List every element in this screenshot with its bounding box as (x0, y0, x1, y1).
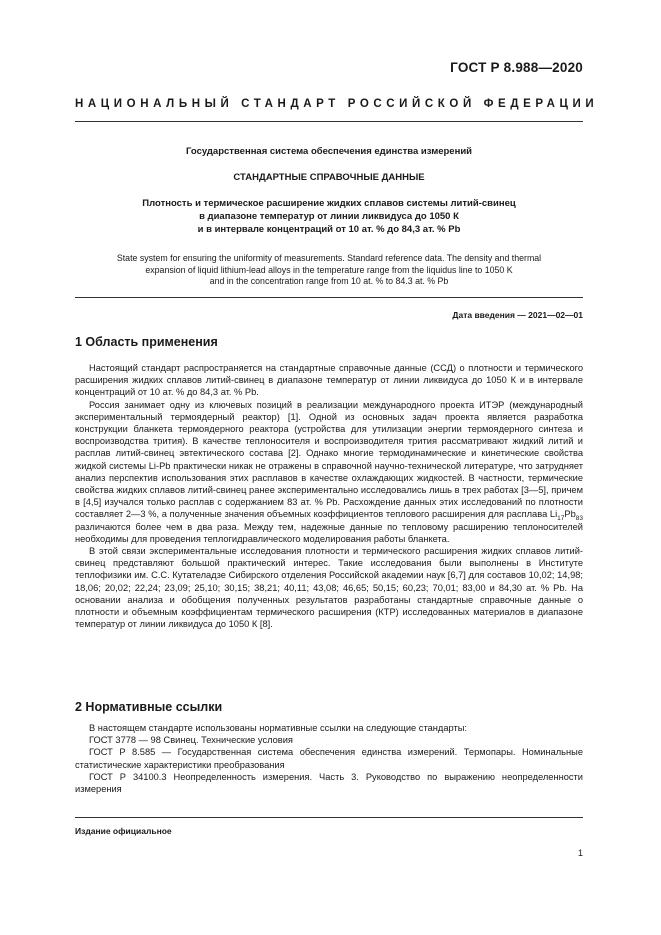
divider-middle (75, 297, 583, 298)
divider-top (75, 121, 583, 122)
reference-item: ГОСТ Р 8.585 — Государственная система обеспечения единства измерений. Термопары. Номинальные статистические характеристики преобразования (75, 747, 583, 770)
reference-item: ГОСТ Р 34100.3 Неопределенность измерения. Часть 3. Руководство по выражению неопределенности измерения (75, 771, 583, 795)
paragraph-text: различаются более чем в два раза. Между тем, надежные данные по тепловому расширению теплоносителей необходимы для проведения теплогидравлического моделирования работы бланкета. (75, 521, 583, 544)
national-standard-banner: НАЦИОНАЛЬНЫЙ СТАНДАРТ РОССИЙСКОЙ ФЕДЕРАЦИИ (75, 98, 599, 110)
paragraph-text: Россия занимает одну из ключевых позиций в реализации международного проекта ИТЭР (международный экспериментальный термоядерный реактор) [1]. Одной из основных задач проекта является разработка конструкции бланкета термоядерного реактора (устройства для утилизации энергии термоядерного синтеза и воспроизводства трития). В качестве теплоносителя и воспроизводителя трития рассматривают жидкий литий и расплав литий-свинец эвтектического состава [2]. Однако многие термодинамические и кинетические свойства жидкой системы Li-Pb практически никак не отражены в справочной научно-технической литературе, что затрудняет анализ перспектив использования этих расплавов в качестве охлаждающих жидкостей. В частности, термические свойства жидких сплавов литий-свинец ранее экспериментально исследовались лишь в трех работах [3—5], причем в [4,5] изучался только расплав с содержанием 83 ат. % Pb. Расхождение данных этих исследований по плотности составляет 2—3 %, а полученные значения объемных коэффициентов теплового расширения для расплава Li (75, 399, 583, 520)
reference-item: ГОСТ 3778 — 98 Свинец. Технические условия (89, 735, 293, 746)
section-scope-body (75, 362, 583, 630)
page-number: 1 (577, 848, 583, 858)
paragraph-text: Pb (564, 509, 576, 520)
main-title-line: в диапазоне температур от линии ликвидуса до 1050 К (199, 211, 459, 222)
main-title-line: и в интервале концентраций от 10 ат. % до 84,3 ат. % Pb (197, 224, 461, 235)
introduction-date: Дата введения — 2021—02—01 (452, 310, 583, 320)
divider-bottom (75, 817, 583, 818)
english-title-line: State system for ensuring the uniformity of measurements. Standard reference data. The density and thermal (116, 253, 542, 263)
english-title-line: expansion of liquid lithium-lead alloys in the temperature range from the liquidus line to 1050 K (145, 264, 513, 275)
section-heading-references: 2 Нормативные ссылки (75, 700, 223, 714)
subscript: 17 (557, 515, 565, 523)
paragraph: Настоящий стандарт распространяется на стандартные справочные данные (ССД) о плотности и термического расширения жидких сплавов литий-свинец в диапазоне температур от линии ликвидуса до 1050 К и в интервале концентраций от 10 ат. % до 84,3 ат. % Pb. (75, 363, 583, 398)
ssd-title: СТАНДАРТНЫЕ СПРАВОЧНЫЕ ДАННЫЕ (233, 172, 425, 183)
english-title-line: and in the concentration range from 10 at. % to 84.3 at. % Pb (209, 276, 449, 287)
section-heading-scope: 1 Область применения (75, 335, 218, 349)
paragraph: В этой связи экспериментальные исследования плотности и термического расширения жидких сплавов литий-свинец представляют большой практический интерес. Такие исследования были выполнены в Институте теплофизики им. С.С. Кутателадзе Сибирского отделения Российской академии наук [6,7] для составов 10,02; 14,98; 18,06; 20,02; 22,24; 23,09; 25,10; 30,15; 38,21; 40,11; 43,08; 46,65; 50,15; 60,23; 70,01; 83,00 и 84,30 ат. % Pb. На основании анализа и обобщения полученных результатов разработаны стандартные справочные данные о плотности и объемным коэффициентам термического расширения (КТР) исследованных материалов в диапазоне температур от линии ликвидуса до 1050 К [8]. (75, 546, 583, 630)
main-title (75, 197, 583, 236)
paragraph: В настоящем стандарте использованы нормативные ссылки на следующие стандарты: (89, 723, 468, 733)
subscript: 83 (575, 515, 583, 523)
section-references-body (75, 722, 583, 795)
official-edition-label: Издание официальное (75, 826, 172, 836)
system-title: Государственная система обеспечения единства измерений (185, 146, 473, 157)
english-title (75, 253, 583, 288)
paragraph (75, 399, 583, 545)
main-title-line: Плотность и термическое расширение жидких сплавов системы литий-свинец (142, 198, 516, 209)
gost-number: ГОСТ Р 8.988—2020 (450, 60, 583, 75)
